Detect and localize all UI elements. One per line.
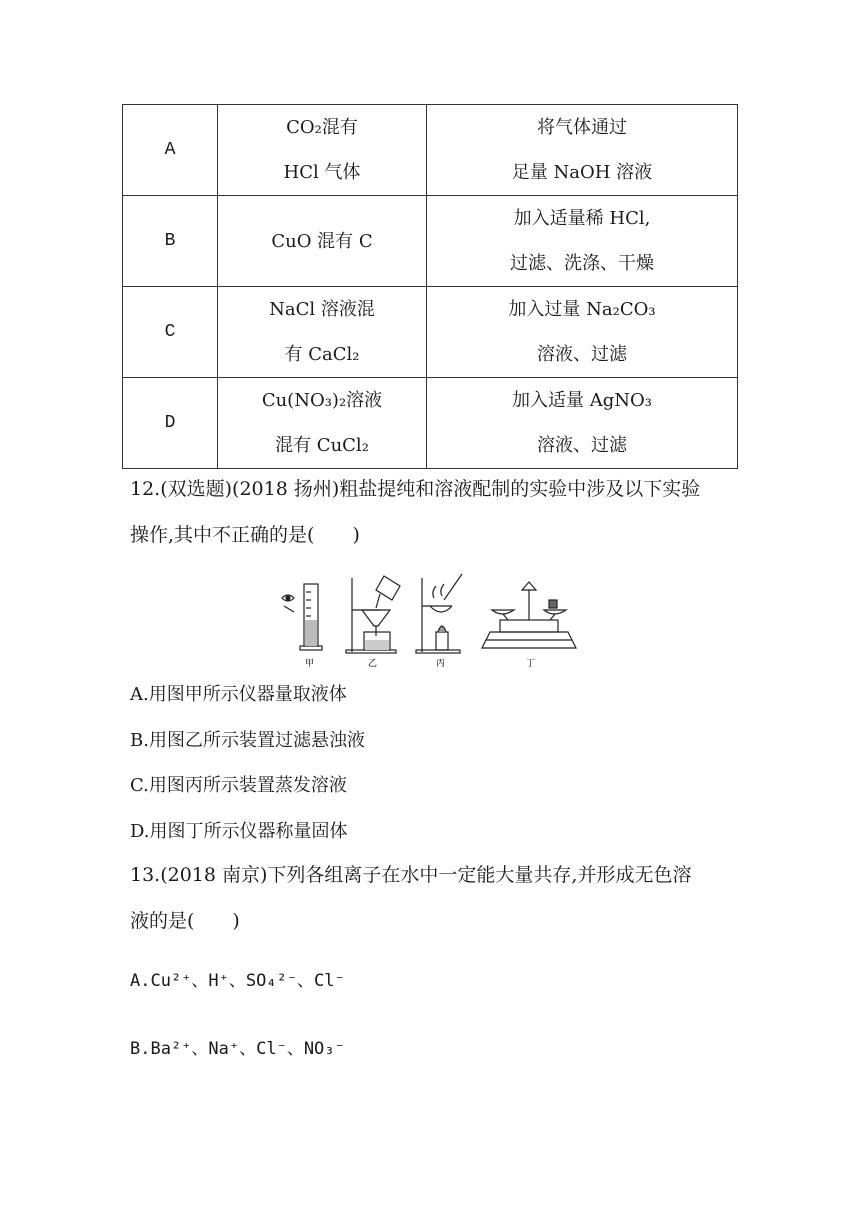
table-row [123,105,738,196]
question-stem-line: 操作,其中不正确的是( ) [130,524,360,546]
mixture-cell [218,105,427,196]
question-12-option-d: D.用图丁所示仪器称量固体 [130,821,348,842]
question-stem-line: 液的是( ) [130,910,240,932]
option-letter: A [123,105,218,196]
mixture-line: NaCl 溶液混 [269,299,375,320]
question-12-stem [130,466,740,558]
method-cell [427,378,738,469]
option-letter: C [123,287,218,378]
method-cell [427,196,738,287]
option-letter: B [123,196,218,287]
question-12-option-a: A.用图甲所示仪器量取液体 [130,684,347,705]
question-13-option-a: A.Cu²⁺、H⁺、SO₄²⁻、Cl⁻ [130,971,345,991]
method-cell [427,105,738,196]
method-line: 溶液、过滤 [537,344,627,365]
mixture-line: CuO 混有 C [271,230,373,252]
balance-illustration [482,582,576,648]
table-row [123,378,738,469]
table-row [123,287,738,378]
mixture-line: 有 CaCl₂ [284,344,360,365]
method-line: 加入适量 AgNO₃ [512,390,652,411]
question-12-option-b: B.用图乙所示装置过滤悬浊液 [130,730,365,751]
method-line: 加入过量 Na₂CO₃ [508,299,656,320]
question-stem-line: 12.(双选题)(2018 扬州)粗盐提纯和溶液配制的实验中涉及以下实验 [130,478,701,500]
mixture-cell [218,196,427,287]
mixture-line: 混有 CuCl₂ [275,435,369,456]
mixture-cell [218,287,427,378]
lab-apparatus-figure [276,570,582,670]
question-12-option-c: C.用图丙所示装置蒸发溶液 [130,775,347,796]
method-line: 将气体通过 [537,117,627,138]
filtration-apparatus-illustration [346,576,400,653]
mixture-line: Cu(NO₃)₂溶液 [261,390,383,411]
method-line: 足量 NaOH 溶液 [511,162,653,183]
figure-label-ding: 丁 [526,659,536,669]
option-letter: D [123,378,218,469]
mixture-cell [218,378,427,469]
question-13-option-b: B.Ba²⁺、Na⁺、Cl⁻、NO₃⁻ [130,1039,345,1059]
method-line: 溶液、过滤 [537,435,627,456]
method-line: 加入适量稀 HCl, [513,208,651,229]
figure-label-bing: 丙 [436,659,446,669]
evaporation-apparatus-illustration [416,574,462,653]
figure-label-jia: 甲 [305,659,315,669]
question-stem-line: 13.(2018 南京)下列各组离子在水中一定能大量共存,并形成无色溶 [130,864,692,886]
mixture-line: CO₂混有 [286,117,358,138]
question-13-stem [130,852,740,944]
mixture-line: HCl 气体 [283,162,361,183]
graduated-cylinder-illustration [282,584,322,650]
table-row [123,196,738,287]
method-cell [427,287,738,378]
purification-options-table [122,104,738,469]
figure-label-yi: 乙 [368,659,378,669]
method-line: 过滤、洗涤、干燥 [510,253,654,274]
